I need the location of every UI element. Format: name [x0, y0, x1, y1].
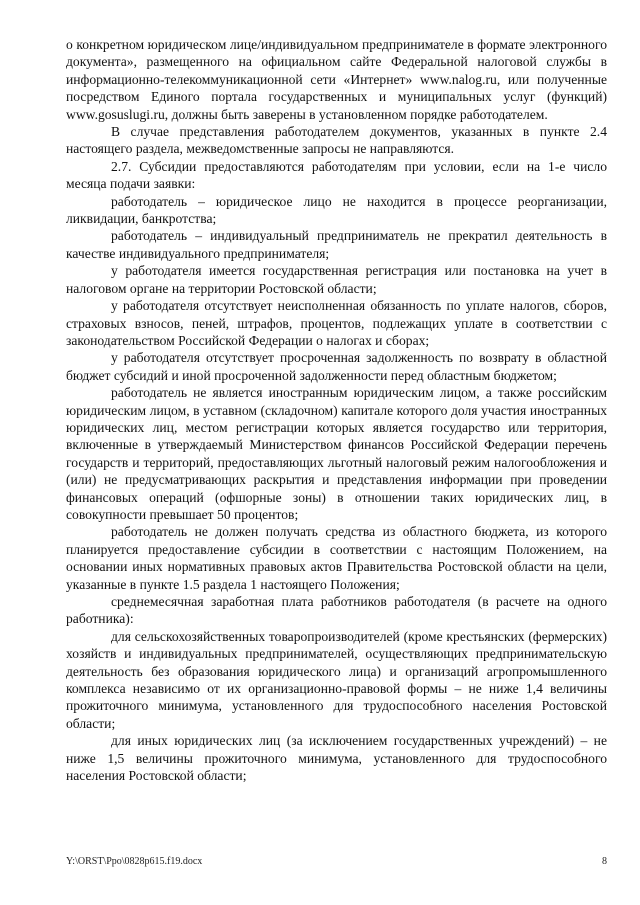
paragraph: В случае представления работодателем документов, указанных в пункте 2.4 настоящего раздела, межведомственные запросы не направляются. — [66, 124, 607, 157]
page-number: 8 — [602, 856, 607, 867]
paragraph: у работодателя имеется государственная регистрация или постановка на учет в налоговом органе на территории Ростовской области; — [66, 263, 607, 296]
paragraph: для иных юридических лиц (за исключением государственных учреждений) – не ниже 1,5 величины прожиточного минимума, установленного для трудоспособного населения Ростовской области; — [66, 733, 607, 784]
paragraph: для сельскохозяйственных товаропроизводителей (кроме крестьянских (фермерских) хозяйств и индивидуальных предпринимателей, осуществляющих предпринимательскую деятельность без образования юридического лица) и организаций агропромышленного комплекса независимо от их организационно-правовой формы – не ниже 1,4 величины прожиточного минимума, установленного для трудоспособного населения Ростовской области; — [66, 628, 607, 731]
paragraph: среднемесячная заработная плата работников работодателя (в расчете на одного работника): — [66, 594, 607, 627]
paragraph: работодатель – юридическое лицо не находится в процессе реорганизации, ликвидации, банкротства; — [66, 193, 607, 227]
paragraph: у работодателя отсутствует просроченная задолженность по возврату в областной бюджет субсидий и иной просроченной задолженности перед областным бюджетом; — [66, 350, 607, 383]
document-body — [66, 36, 607, 784]
paragraph: у работодателя отсутствует неисполненная обязанность по уплате налогов, сборов, страховых взносов, пеней, штрафов, процентов, подлежащих уплате в соответствии с законодательством Российской Федерации о налогах и сборах; — [66, 298, 607, 348]
footer-file-path: Y:\ORST\Ppo\0828p615.f19.docx — [66, 856, 203, 867]
paragraph: работодатель не должен получать средства из областного бюджета, из которого планируется предоставление субсидии в соответствии с настоящим Положением, на основании иных нормативных правовых актов Правительства Ростовской области на цели, указанные в пункте 1.5 раздела 1 настоящего Положения; — [66, 524, 607, 592]
paragraph: о конкретном юридическом лице/индивидуальном предпринимателе в формате электронного документа», размещенного на официальном сайте Федеральной налоговой службы в информационно-телекоммуникационной сети «Интернет» www.nalog.ru, или полученные посредством Единого портала государственных и муниципальных услуг (функций) www.gosuslugi.ru, должны быть заверены в установленном порядке работодателем. — [66, 37, 607, 122]
paragraph: 2.7. Субсидии предоставляются работодателям при условии, если на 1-е число месяца подачи заявки: — [66, 158, 607, 192]
paragraph: работодатель не является иностранным юридическим лицом, а также российским юридическим лицом, в уставном (складочном) капитале которого доля участия иностранных юридических лиц, местом регистрации которых является государство или территория, включенные в утверждаемый Министерством финансов Российской Федерации перечень государств и территорий, предоставляющих льготный налоговый режим налогообложения и (или) не предусматривающих раскрытия и представления информации при проведении финансовых операций (офшорные зоны) в отношении таких юридических лиц, в совокупности превышает 50 процентов; — [66, 385, 607, 522]
paragraph: работодатель – индивидуальный предприниматель не прекратил деятельность в качестве индивидуального предпринимателя; — [66, 228, 607, 261]
